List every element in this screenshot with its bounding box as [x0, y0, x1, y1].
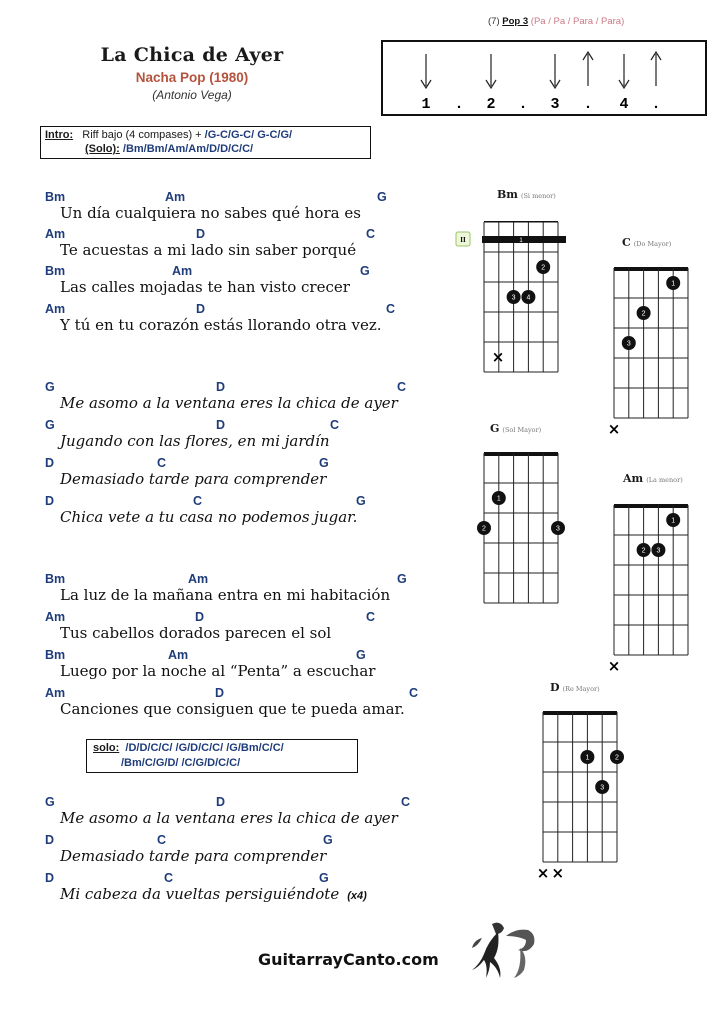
- barre-bar: [482, 236, 566, 243]
- chord-symbol: D: [216, 380, 226, 394]
- intro-label: Intro:: [45, 129, 74, 141]
- beat-count: .: [518, 96, 528, 113]
- chord-symbol: C: [401, 795, 411, 809]
- chord-symbol: Am: [188, 572, 209, 586]
- chord-desc: (Sol Mayor): [502, 426, 542, 434]
- lyric-line: [60, 470, 326, 488]
- chord-symbol: C: [157, 833, 167, 847]
- chord-symbol: Am: [172, 264, 193, 278]
- finger-number: 3: [600, 784, 605, 792]
- lyric-text: Demasiado tarde para comprender: [60, 470, 327, 488]
- chord-symbol: D: [45, 494, 55, 508]
- finger-number: 3: [626, 340, 631, 348]
- chord-symbol: G: [319, 456, 329, 470]
- chord-diagram-am: [607, 501, 702, 679]
- chord-symbol: C: [397, 380, 407, 394]
- finger-number: 1: [496, 495, 501, 503]
- finger-number: 3: [656, 547, 661, 555]
- finger-number: 2: [482, 525, 486, 533]
- chord-symbol: D: [216, 418, 226, 432]
- lyric-text: Las calles mojadas te han visto crecer: [60, 278, 350, 296]
- beat-count: 3: [550, 96, 560, 113]
- strum-pattern: [383, 42, 705, 114]
- lyric-line: [60, 885, 367, 903]
- lyric-line: [60, 847, 326, 865]
- solo-label: solo:: [93, 742, 120, 754]
- lyric-line: [60, 809, 398, 827]
- chord-symbol: C: [386, 302, 396, 316]
- chord-diagram-g: [480, 449, 572, 627]
- chord-name: Bm: [497, 188, 518, 201]
- beat-count: .: [583, 96, 593, 113]
- down-stroke-arrow-icon: [619, 54, 629, 88]
- chord-diagram-name: [623, 472, 683, 485]
- beat-count: .: [454, 96, 464, 113]
- muted-string-icon: ×: [607, 657, 621, 675]
- chord-symbol: Am: [165, 190, 186, 204]
- down-stroke-arrow-icon: [486, 54, 496, 88]
- chord-symbol: Am: [45, 686, 66, 700]
- chord-diagram-bm: [454, 218, 572, 396]
- down-stroke-arrow-icon: [421, 54, 431, 88]
- rhythm-number: (7): [488, 16, 500, 27]
- chord-symbol: D: [45, 833, 55, 847]
- chord-symbol: Am: [45, 610, 66, 624]
- finger-number: 2: [615, 754, 619, 762]
- chord-desc: (La menor): [646, 476, 683, 484]
- lyric-text: Demasiado tarde para comprender: [60, 847, 327, 865]
- lyric-text: Canciones que consiguen que te pueda amar.: [60, 700, 405, 718]
- lyric-line: [60, 508, 357, 526]
- lyric-line: [60, 586, 390, 604]
- lyric-text: Me asomo a la ventana eres la chica de ayer: [60, 809, 398, 827]
- beat-count: 4: [619, 96, 629, 113]
- beat-count: .: [651, 96, 661, 113]
- chord-diagram-name: [622, 236, 671, 249]
- chord-name: D: [550, 681, 560, 694]
- chord-desc: (Do Mayor): [633, 240, 672, 248]
- finger-number: 1: [671, 280, 676, 288]
- beat-count: 1: [421, 96, 431, 113]
- chord-symbol: Am: [45, 302, 66, 316]
- up-stroke-arrow-icon: [651, 52, 661, 86]
- chord-symbol: Bm: [45, 648, 66, 662]
- finger-number: 1: [585, 754, 590, 762]
- chord-symbol: D: [196, 227, 206, 241]
- down-stroke-arrow-icon: [550, 54, 560, 88]
- finger-number: 1: [671, 517, 676, 525]
- chord-symbol: G: [319, 871, 329, 885]
- chord-symbol: G: [356, 494, 366, 508]
- chord-symbol: Bm: [45, 572, 66, 586]
- beat-count: 2: [486, 96, 496, 113]
- chord-symbol: C: [164, 871, 174, 885]
- finger-number: 2: [541, 264, 546, 272]
- song-title: La Chica de Ayer: [100, 44, 284, 66]
- chord-symbol: G: [397, 572, 407, 586]
- lyric-line: [60, 662, 375, 680]
- lyric-line: [60, 278, 350, 296]
- chord-symbol: G: [356, 648, 366, 662]
- chord-symbol: D: [196, 302, 206, 316]
- lyric-line: [60, 432, 330, 450]
- chord-symbol: D: [45, 871, 55, 885]
- muted-string-icon: ×: [551, 864, 565, 882]
- site-name: GuitarrayCanto.com: [258, 950, 439, 969]
- chord-symbol: C: [330, 418, 340, 432]
- chord-symbol: G: [377, 190, 387, 204]
- up-stroke-arrow-icon: [583, 52, 593, 86]
- lyric-text: Me asomo a la ventana eres la chica de ayer: [60, 394, 398, 412]
- chord-symbol: G: [45, 795, 55, 809]
- chord-diagram-name: [550, 681, 600, 694]
- song-artist: Nacha Pop (1980): [135, 70, 249, 85]
- chord-diagram-name: [497, 188, 556, 201]
- lyric-text: Mi cabeza da vueltas persiguiéndote: [60, 885, 340, 903]
- intro-solo-chords: /Bm/Bm/Am/Am/D/D/C/C/: [122, 143, 254, 155]
- lyric-line: [60, 204, 361, 222]
- solo-box: [86, 739, 358, 773]
- chord-symbol: C: [366, 610, 376, 624]
- solo-line-1: /D/D/C/C/ /G/D/C/C/ /G/Bm/C/C/: [125, 742, 284, 754]
- chord-symbol: Am: [168, 648, 189, 662]
- chord-symbol: G: [360, 264, 370, 278]
- finger-number: 4: [526, 294, 531, 302]
- lyric-line: [60, 700, 405, 718]
- repeat-marker: (x4): [347, 890, 367, 902]
- chord-symbol: D: [216, 795, 226, 809]
- fret-position-label: II: [460, 236, 466, 244]
- chord-diagram-c: [607, 264, 702, 442]
- intro-chords: /G-C/G-C/ G-C/G/: [204, 129, 293, 141]
- lyric-text: Tus cabellos dorados parecen el sol: [60, 624, 332, 642]
- finger-number: 2: [641, 310, 646, 318]
- chord-symbol: Am: [45, 227, 66, 241]
- lyric-line: [60, 624, 331, 642]
- chord-desc: (Re Mayor): [562, 685, 600, 693]
- solo-line-2: /Bm/C/G/D/ /C/G/D/C/C/: [121, 757, 241, 769]
- chord-name: G: [490, 422, 500, 435]
- lyric-text: Luego por la noche al “Penta” a escuchar: [60, 662, 376, 680]
- intro-solo-label: (Solo):: [85, 143, 120, 155]
- chord-symbol: Bm: [45, 190, 66, 204]
- chord-diagram-d: [536, 708, 631, 886]
- chord-symbol: D: [215, 686, 225, 700]
- lyric-line: [60, 394, 398, 412]
- chord-name: C: [622, 236, 631, 249]
- muted-string-icon: ×: [607, 420, 621, 438]
- lyric-line: [60, 241, 356, 259]
- intro-text: Riff bajo (4 compases) +: [82, 129, 202, 141]
- chord-name: Am: [623, 472, 644, 485]
- chord-symbol: D: [45, 456, 55, 470]
- chord-symbol: C: [409, 686, 419, 700]
- chord-symbol: C: [193, 494, 203, 508]
- finger-number: 3: [556, 525, 560, 533]
- finger-number: 2: [641, 547, 646, 555]
- lyric-text: La luz de la mañana entra en mi habitación: [60, 586, 391, 604]
- lyric-text: Y tú en tu corazón estás llorando otra vez.: [60, 316, 382, 334]
- dancer-logo-icon: [462, 918, 542, 986]
- rhythm-pattern-box: [381, 40, 707, 116]
- chord-symbol: C: [366, 227, 376, 241]
- chord-symbol: Bm: [45, 264, 66, 278]
- rhythm-header: [488, 16, 624, 27]
- muted-string-icon: ×: [491, 348, 505, 366]
- intro-box: [40, 126, 371, 159]
- lyric-text: Chica vete a tu casa no podemos jugar.: [60, 508, 358, 526]
- song-author: (Antonio Vega): [152, 88, 232, 102]
- rhythm-name: Pop 3: [502, 16, 529, 27]
- chord-symbol: G: [45, 380, 55, 394]
- lyric-line: [60, 316, 382, 334]
- muted-string-icon: ×: [536, 864, 550, 882]
- chord-symbol: G: [323, 833, 333, 847]
- lyric-text: Jugando con las flores, en mi jardín: [60, 432, 330, 450]
- chord-desc: (Si menor): [520, 192, 556, 200]
- chord-diagram-name: [490, 422, 541, 435]
- chord-symbol: D: [195, 610, 205, 624]
- rhythm-syllables: (Pa / Pa / Para / Para): [530, 16, 625, 27]
- lyric-text: Un día cualquiera no sabes qué hora es: [60, 204, 361, 222]
- lyric-text: Te acuestas a mi lado sin saber porqué: [60, 241, 357, 259]
- chord-symbol: G: [45, 418, 55, 432]
- finger-number: 3: [511, 294, 516, 302]
- chord-symbol: C: [157, 456, 167, 470]
- svg-text:1: 1: [519, 238, 523, 244]
